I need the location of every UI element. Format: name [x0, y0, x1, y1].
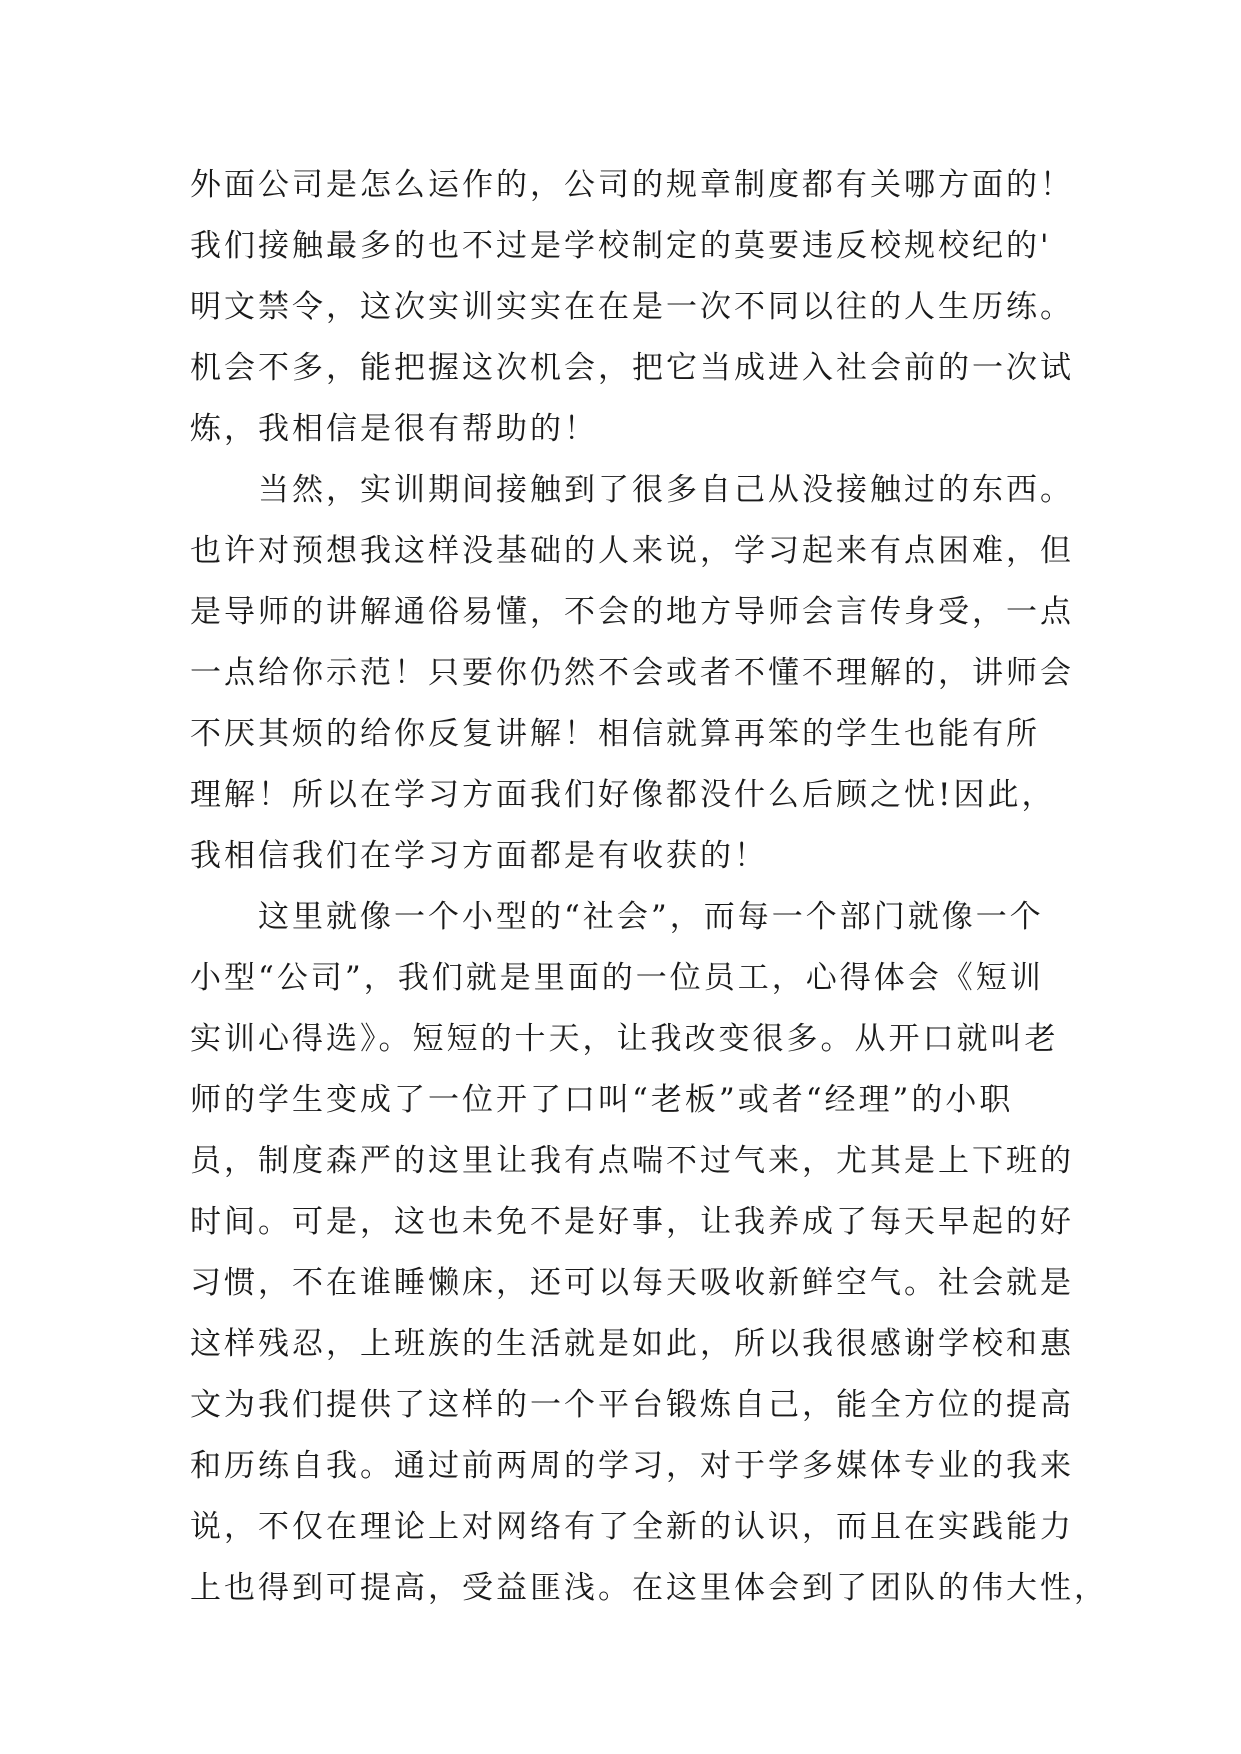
text-line: 机会不多，能把握这次机会，把它当成进入社会前的一次试: [190, 350, 1074, 386]
text-line: 我们接触最多的也不过是学校制定的莫要违反校规校纪的': [190, 228, 1052, 264]
body-text: [190, 155, 1108, 1619]
text-line: 一点给你示范！只要你仍然不会或者不懂不理解的，讲师会: [190, 655, 1074, 691]
text-line: 明文禁令，这次实训实实在在是一次不同以往的人生历练。: [190, 289, 1074, 325]
text-line: 炼，我相信是很有帮助的！: [190, 411, 598, 447]
text-line: 时间。可是，这也未免不是好事，让我养成了每天早起的好: [190, 1204, 1074, 1240]
text-line: 和历练自我。通过前两周的学习，对于学多媒体专业的我来: [190, 1448, 1074, 1484]
text-line: 员，制度森严的这里让我有点喘不过气来，尤其是上下班的: [190, 1143, 1074, 1179]
text-line: 说，不仅在理论上对网络有了全新的认识，而且在实践能力: [190, 1509, 1074, 1545]
text-line: 文为我们提供了这样的一个平台锻炼自己，能全方位的提高: [190, 1387, 1074, 1423]
text-line: 师的学生变成了一位开了口叫“老板”或者“经理”的小职: [190, 1082, 1014, 1118]
text-line: 是导师的讲解通俗易懂，不会的地方导师会言传身受，一点: [190, 594, 1074, 630]
text-line: 我相信我们在学习方面都是有收获的！: [190, 838, 768, 874]
text-line: 当然，实训期间接触到了很多自己从没接触过的东西。: [190, 472, 1074, 508]
text-line: 这样残忍，上班族的生活就是如此，所以我很感谢学校和惠: [190, 1326, 1074, 1362]
text-line: 习惯，不在谁睡懒床，还可以每天吸收新鲜空气。社会就是: [190, 1265, 1074, 1301]
text-line: 这里就像一个小型的“社会”，而每一个部门就像一个: [190, 899, 1044, 935]
text-line: 也许对预想我这样没基础的人来说，学习起来有点困难，但: [190, 533, 1074, 569]
text-line: 小型“公司”，我们就是里面的一位员工，心得体会《短训: [190, 960, 1044, 996]
text-line: 上也得到可提高，受益匪浅。在这里体会到了团队的伟大性，: [190, 1570, 1108, 1606]
text-line: 实训心得选》。短短的十天，让我改变很多。从开口就叫老: [190, 1021, 1059, 1057]
text-line: 理解！所以在学习方面我们好像都没什么后顾之忧!因此，: [190, 777, 1056, 813]
text-line: 外面公司是怎么运作的，公司的规章制度都有关哪方面的！: [190, 167, 1074, 203]
text-line: 不厌其烦的给你反复讲解！相信就算再笨的学生也能有所: [190, 716, 1040, 752]
